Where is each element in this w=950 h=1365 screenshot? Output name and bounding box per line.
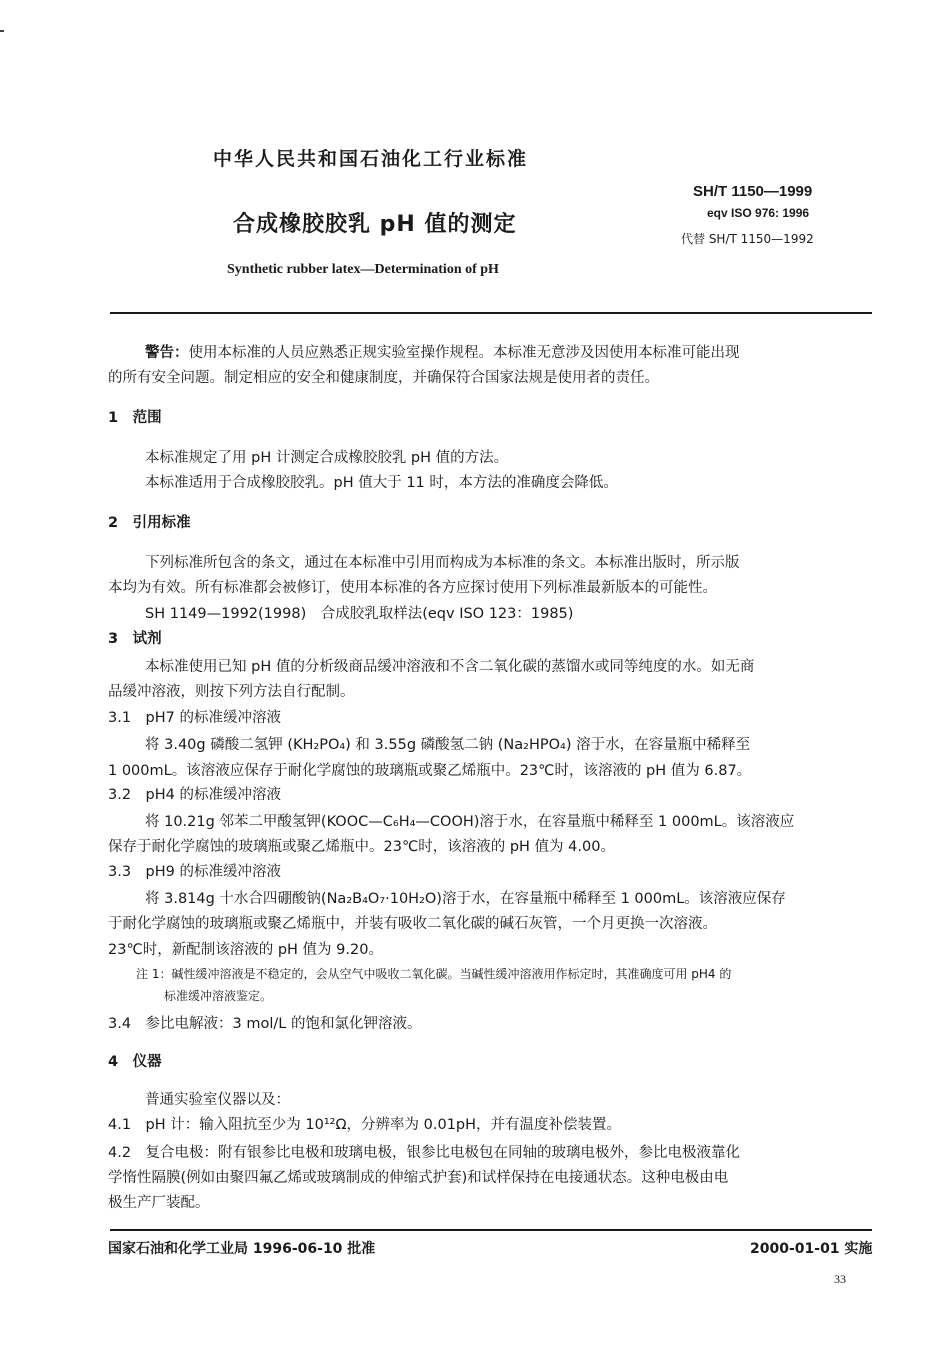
scan-mark xyxy=(0,30,4,32)
section-4-2-line-3: 极生产厂装配。 xyxy=(108,1195,210,1211)
section-3-para-line-1: 本标准使用已知 pH 值的分析级商品缓冲溶液和不含二氧化碳的蒸馏水或同等纯度的水。如无商 xyxy=(145,659,755,675)
section-1-para-1: 本标准规定了用 pH 计测定合成橡胶胶乳 pH 值的方法。 xyxy=(145,450,509,466)
section-3-1-line-1: 将 3.40g 磷酸二氢钾 (KH₂PO₄) 和 3.55g 磷酸氢二钠 (Na₂HPO₄) 溶于水，在容量瓶中稀释至 xyxy=(145,737,751,753)
note-1-line-2: 标准缓冲溶液鉴定。 xyxy=(164,989,273,1003)
section-3-4: 3.4 参比电解液：3 mol/L 的饱和氯化钾溶液。 xyxy=(108,1016,422,1032)
section-4-2-line-2: 学惰性隔膜(例如由聚四氟乙烯或玻璃制成的伸缩式护套)和试样保持在电接通状态。这种电极由电 xyxy=(108,1170,729,1186)
section-4-para-1: 普通实验室仪器以及： xyxy=(145,1092,290,1108)
page-number: 33 xyxy=(834,1272,846,1286)
section-3-1-line-2: 1 000mL。该溶液应保存于耐化学腐蚀的玻璃瓶或聚乙烯瓶中。23℃时，该溶液的 pH 值为 6.87。 xyxy=(108,763,752,779)
standard-code: SH/T 1150—1999 xyxy=(693,183,813,200)
section-3-para-line-2: 品缓冲溶液，则按下列方法自行配制。 xyxy=(108,684,355,700)
section-2-reference: SH 1149—1992(1998) 合成胶乳取样法(eqv ISO 123：1985) xyxy=(145,606,574,622)
section-3-1-title: 3.1 pH7 的标准缓冲溶液 xyxy=(108,710,282,726)
section-3-3-line-2: 于耐化学腐蚀的玻璃瓶或聚乙烯瓶中，并装有吸收二氧化碳的碱石灰管，一个月更换一次溶液。 xyxy=(108,916,717,932)
section-3-2-title: 3.2 pH4 的标准缓冲溶液 xyxy=(108,787,282,803)
section-2-para-line-1: 下列标准所包含的条文，通过在本标准中引用而构成为本标准的条文。本标准出版时，所示版 xyxy=(145,555,740,571)
section-3-2-line-1: 将 10.21g 邻苯二甲酸氢钾(KOOC—C₆H₄—COOH)溶于水，在容量瓶中稀释至 1 000mL。该溶液应 xyxy=(145,814,795,830)
standard-equivalence: eqv ISO 976: 1996 xyxy=(707,206,810,220)
warning-label: 警告： xyxy=(145,345,189,361)
section-3-3-title: 3.3 pH9 的标准缓冲溶液 xyxy=(108,864,282,880)
footer-divider xyxy=(110,1229,872,1231)
section-1-para-2: 本标准适用于合成橡胶胶乳。pH 值大于 11 时，本方法的准确度会降低。 xyxy=(145,475,618,491)
warning-line-2: 的所有安全问题。制定相应的安全和健康制度，并确保符合国家法规是使用者的责任。 xyxy=(108,370,659,386)
section-4-2-line-1: 4.2 复合电极：附有银参比电极和玻璃电极，银参比电极包在同轴的玻璃电极外，参比电极液靠化 xyxy=(108,1145,741,1161)
section-2-para-line-2: 本均为有效。所有标准都会被修订，使用本标准的各方应探讨使用下列标准最新版本的可能性。 xyxy=(108,580,717,596)
warning-line-1: 警告：使用本标准的人员应熟悉正规实验室操作规程。本标准无意涉及因使用本标准可能出现 xyxy=(145,345,740,361)
section-3-3-line-3: 23℃时，新配制该溶液的 pH 值为 9.20。 xyxy=(108,942,383,958)
section-1-title: 1 范围 xyxy=(108,410,162,426)
note-1-line-1: 注 1：碱性缓冲溶液是不稳定的，会从空气中吸收二氧化碳。当碱性缓冲溶液用作标定时，其准确度可用 pH4 的 xyxy=(136,967,732,981)
section-4-title: 4 仪器 xyxy=(108,1054,162,1070)
section-3-2-line-2: 保存于耐化学腐蚀的玻璃瓶或聚乙烯瓶中。23℃时，该溶液的 pH 值为 4.00。 xyxy=(108,839,615,855)
approval-date: 国家石油和化学工业局 1996-06-10 批准 xyxy=(108,1241,376,1257)
standard-replaces: 代替 SH/T 1150—1992 xyxy=(681,232,814,246)
section-4-1: 4.1 pH 计：输入阻抗至少为 10¹²Ω，分辨率为 0.01pH，并有温度补偿装置。 xyxy=(108,1117,622,1133)
section-3-3-line-1: 将 3.814g 十水合四硼酸钠(Na₂B₄O₇·10H₂O)溶于水，在容量瓶中稀释至 1 000mL。该溶液应保存 xyxy=(145,891,786,907)
document-title-english: Synthetic rubber latex—Determination of pH xyxy=(227,262,499,277)
org-title: 中华人民共和国石油化工行业标准 xyxy=(213,148,529,170)
effective-date: 2000-01-01 实施 xyxy=(750,1241,873,1257)
document-title: 合成橡胶胶乳 pH 值的测定 xyxy=(233,212,517,237)
section-3-title: 3 试剂 xyxy=(108,631,162,647)
header-divider xyxy=(110,312,872,314)
section-2-title: 2 引用标准 xyxy=(108,515,191,531)
